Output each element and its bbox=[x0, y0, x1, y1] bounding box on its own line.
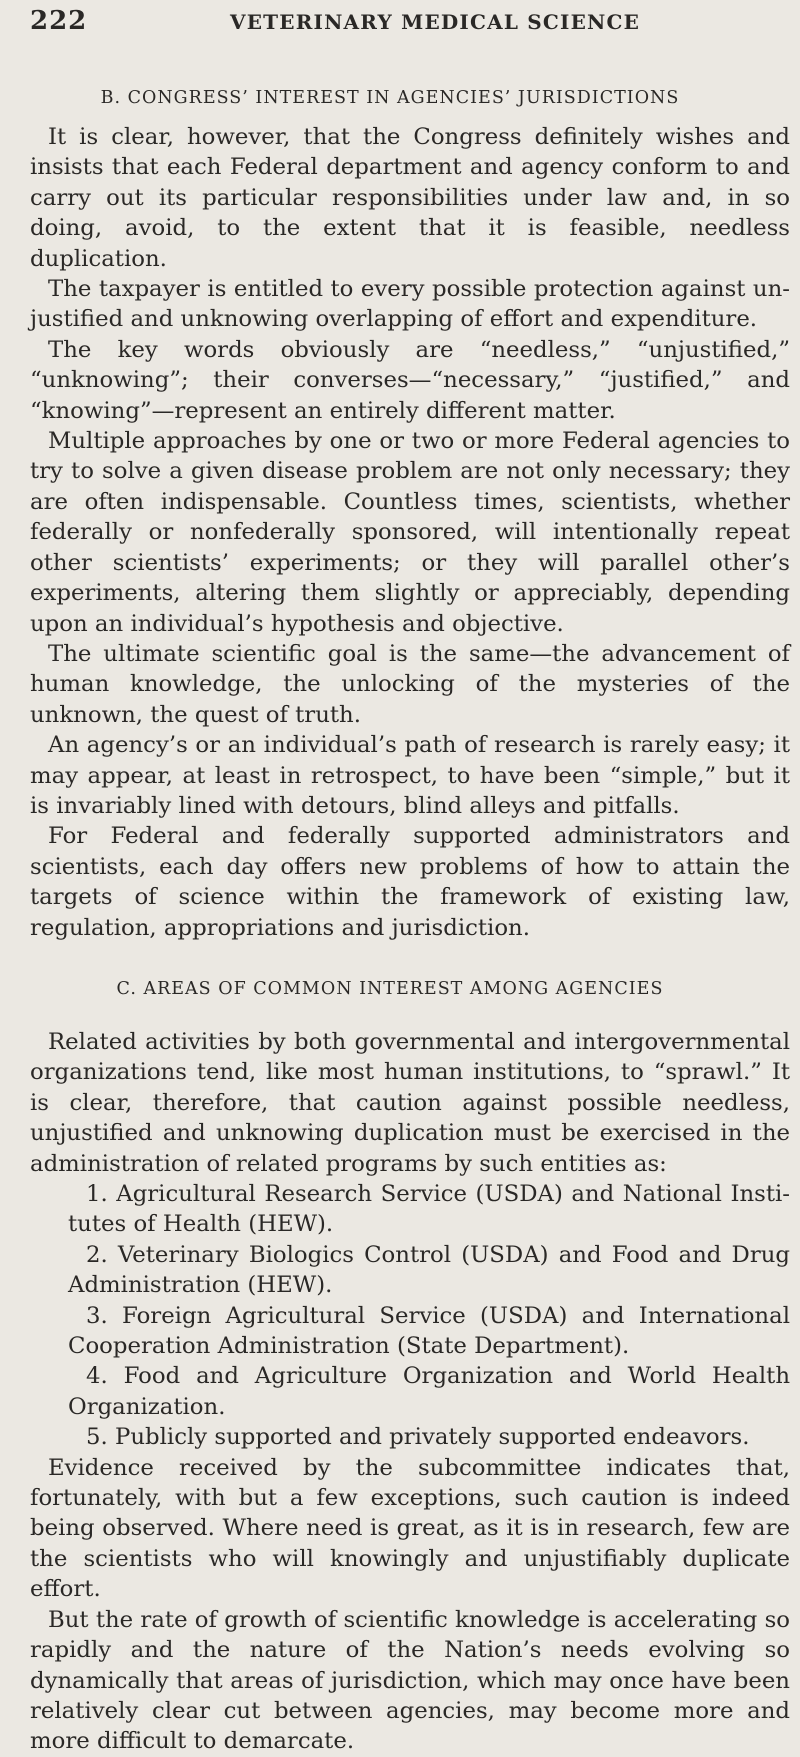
section-b-heading: B. CONGRESS’ INTEREST IN AGENCIES’ JURISDICTIONS bbox=[100, 88, 680, 108]
paragraph: For Federal and federally supported administrators and scientists, each day offers new problems of how to attain the targets of science within the framework of existing law, regulation, appropriations and jurisdiction. bbox=[30, 823, 790, 941]
paragraph: The key words obviously are “needless,” “unjustified,” “unknowing”; their converses—“necessary,” “justified,” and “knowing”—represent an entirely different matter. bbox=[30, 336, 790, 424]
paragraph: An agency’s or an individual’s path of research is rarely easy; it may appear, at least in retrospect, to have been “simple,” but it is invariably lined with detours, blind alleys and pitfalls. bbox=[30, 732, 790, 819]
paragraph: It is clear, however, that the Congress definitely wishes and insists that each Federal department and agency conform to and carry out its particular responsibilities under law and, in so doing, avoid, to the extent that it is feasible, needless duplication. bbox=[30, 124, 790, 272]
list-item: 4. Food and Agriculture Organization and World Health Organization. bbox=[68, 1363, 790, 1420]
paragraph: Multiple approaches by one or two or more Federal agencies to try to solve a given disease problem are not only necessary; they are often indispensable. Countless times, scientists, whether federally or nonfederally sponsored, will intentionally repeat other scientists’ experiments; or they will parallel other’s experiments, altering them slightly or appreciably, depending upon an individual’s hypothesis and objective. bbox=[30, 428, 790, 637]
list-item: 3. Foreign Agricultural Service (USDA) and International Cooperation Administration (State Department). bbox=[68, 1302, 790, 1360]
running-head bbox=[30, 6, 790, 46]
list-item: 2. Veterinary Biologics Control (USDA) and Food and Drug Administration (HEW). bbox=[68, 1241, 790, 1299]
page-number: 222 bbox=[30, 6, 88, 36]
list-item: 5. Publicly supported and privately supported endeavors. bbox=[86, 1424, 750, 1451]
paragraph: Related activities by both governmental and intergovernmental organizations tend, like most human institutions, to “sprawl.” It is clear, therefore, that caution against possible needless, unjustified and unknowing duplication must be exercised in the administration of related programs by such entities as: bbox=[30, 1028, 790, 1177]
paragraph: Evidence received by the subcommittee indicates that, fortunately, with but a few exceptions, such caution is indeed being observed. Where need is great, as it is in research, few are the scientists who will knowingly and unjustifiably duplicate effort. bbox=[30, 1454, 790, 1603]
paragraph: The ultimate scientific goal is the same—the advancement of human knowledge, the unlocking of the mysteries of the unknown, the quest of truth. bbox=[30, 640, 790, 728]
list-item: 1. Agricultural Research Service (USDA) and National Institutes of Health (HEW). bbox=[68, 1181, 790, 1238]
paragraph: The taxpayer is entitled to every possible protection against unjustified and unknowing overlapping of effort and expenditure. bbox=[30, 276, 790, 333]
section-c-heading: C. AREAS OF COMMON INTEREST AMONG AGENCIES bbox=[116, 978, 664, 999]
running-title: VETERINARY MEDICAL SCIENCE bbox=[230, 10, 641, 34]
paragraph: But the rate of growth of scientific knowledge is accelerating so rapidly and the nature of the Nation’s needs evolving so dynamically that areas of jurisdiction, which may once have been relatively clear cut between agencies, may become more and more difficult to demarcate. bbox=[30, 1606, 791, 1755]
